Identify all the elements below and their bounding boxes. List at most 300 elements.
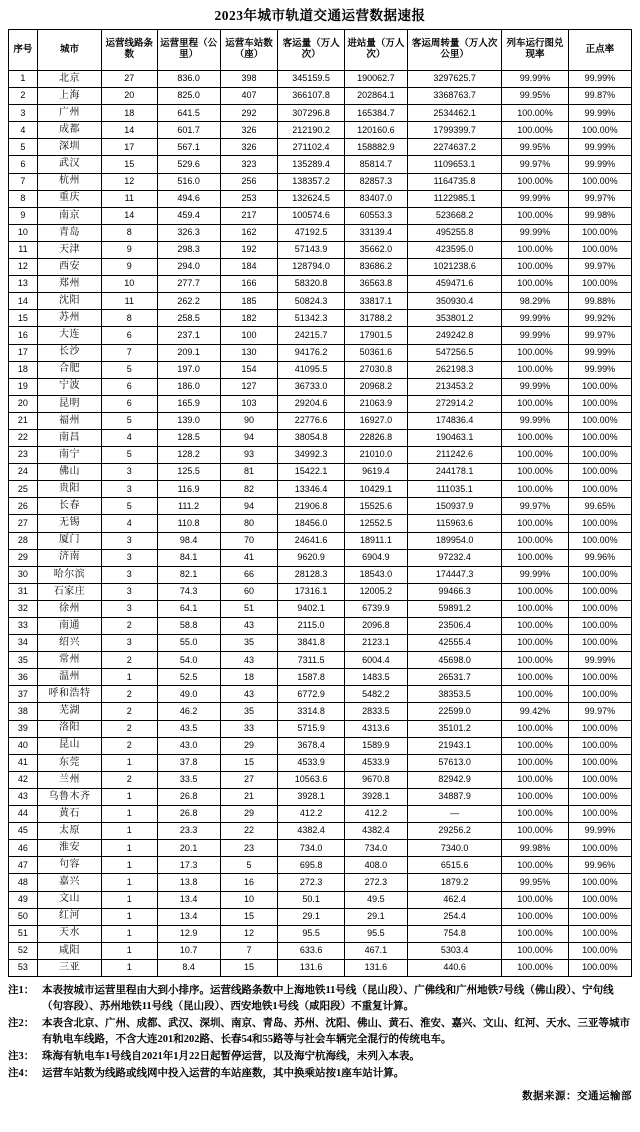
- cell-city: 太原: [37, 823, 101, 840]
- cell-punctuality: 100.00%: [568, 532, 631, 549]
- cell-stations: 182: [220, 310, 278, 327]
- cell-lines: 7: [102, 344, 157, 361]
- cell-schedule-fulfillment: 99.97%: [502, 498, 569, 515]
- cell-stations: 80: [220, 515, 278, 532]
- cell-lines: 6: [102, 378, 157, 395]
- cell-schedule-fulfillment: 100.00%: [502, 207, 569, 224]
- cell-punctuality: 100.00%: [568, 669, 631, 686]
- cell-mileage: 209.1: [157, 344, 220, 361]
- cell-stations: 154: [220, 361, 278, 378]
- cell-ridership: 100574.6: [278, 207, 345, 224]
- cell-ridership: 24641.6: [278, 532, 345, 549]
- table-row: [9, 618, 632, 635]
- cell-punctuality: 100.00%: [568, 788, 631, 805]
- cell-stations: 29: [220, 737, 278, 754]
- cell-passenger-km: 174836.4: [408, 412, 502, 429]
- cell-stations: 166: [220, 276, 278, 293]
- cell-entries: 190062.7: [344, 71, 407, 88]
- cell-ridership: 5715.9: [278, 720, 345, 737]
- cell-city: 广州: [37, 105, 101, 122]
- cell-entries: 12005.2: [344, 583, 407, 600]
- cell-stations: 94: [220, 498, 278, 515]
- cell-schedule-fulfillment: 99.95%: [502, 139, 569, 156]
- cell-entries: 6739.9: [344, 600, 407, 617]
- table-row: [9, 327, 632, 344]
- cell-index: 43: [9, 788, 38, 805]
- cell-city: 武汉: [37, 156, 101, 173]
- cell-index: 45: [9, 823, 38, 840]
- cell-mileage: 326.3: [157, 224, 220, 241]
- cell-schedule-fulfillment: 99.42%: [502, 703, 569, 720]
- cell-city: 天津: [37, 241, 101, 258]
- table-header-row: [9, 30, 632, 71]
- col-punctuality: 正点率: [568, 30, 631, 71]
- cell-ridership: 95.5: [278, 925, 345, 942]
- cell-punctuality: 100.00%: [568, 891, 631, 908]
- cell-ridership: 307296.8: [278, 105, 345, 122]
- cell-schedule-fulfillment: 100.00%: [502, 652, 569, 669]
- cell-ridership: 36733.0: [278, 378, 345, 395]
- cell-city: 嘉兴: [37, 874, 101, 891]
- cell-city: 乌鲁木齐: [37, 788, 101, 805]
- cell-stations: 12: [220, 925, 278, 942]
- cell-index: 10: [9, 224, 38, 241]
- cell-mileage: 58.8: [157, 618, 220, 635]
- cell-index: 9: [9, 207, 38, 224]
- cell-lines: 3: [102, 464, 157, 481]
- cell-lines: 1: [102, 959, 157, 976]
- cell-schedule-fulfillment: 100.00%: [502, 908, 569, 925]
- cell-stations: 27: [220, 771, 278, 788]
- cell-ridership: 1587.8: [278, 669, 345, 686]
- cell-mileage: 26.8: [157, 788, 220, 805]
- cell-passenger-km: 34887.9: [408, 788, 502, 805]
- cell-city: 句容: [37, 857, 101, 874]
- cell-schedule-fulfillment: 100.00%: [502, 959, 569, 976]
- cell-entries: 49.5: [344, 891, 407, 908]
- cell-city: 红河: [37, 908, 101, 925]
- cell-lines: 1: [102, 891, 157, 908]
- cell-city: 哈尔滨: [37, 566, 101, 583]
- cell-passenger-km: 42555.4: [408, 635, 502, 652]
- cell-stations: 33: [220, 720, 278, 737]
- cell-punctuality: 100.00%: [568, 447, 631, 464]
- table-row: [9, 788, 632, 805]
- cell-schedule-fulfillment: 100.00%: [502, 105, 569, 122]
- cell-lines: 4: [102, 515, 157, 532]
- cell-city: 温州: [37, 669, 101, 686]
- cell-entries: 1589.9: [344, 737, 407, 754]
- cell-city: 常州: [37, 652, 101, 669]
- cell-ridership: 3928.1: [278, 788, 345, 805]
- cell-passenger-km: 462.4: [408, 891, 502, 908]
- cell-stations: 43: [220, 618, 278, 635]
- cell-index: 48: [9, 874, 38, 891]
- table-row: [9, 395, 632, 412]
- table-row: [9, 549, 632, 566]
- cell-stations: 23: [220, 840, 278, 857]
- cell-stations: 15: [220, 754, 278, 771]
- cell-index: 3: [9, 105, 38, 122]
- col-stations: 运营车站数（座）: [220, 30, 278, 71]
- cell-mileage: 74.3: [157, 583, 220, 600]
- cell-passenger-km: 754.8: [408, 925, 502, 942]
- cell-index: 51: [9, 925, 38, 942]
- cell-mileage: 52.5: [157, 669, 220, 686]
- table-row: [9, 823, 632, 840]
- cell-index: 39: [9, 720, 38, 737]
- cell-punctuality: 100.00%: [568, 515, 631, 532]
- cell-index: 8: [9, 190, 38, 207]
- cell-punctuality: 100.00%: [568, 378, 631, 395]
- table-row: [9, 566, 632, 583]
- cell-passenger-km: 3297625.7: [408, 71, 502, 88]
- cell-schedule-fulfillment: 99.95%: [502, 88, 569, 105]
- cell-index: 21: [9, 412, 38, 429]
- cell-punctuality: 100.00%: [568, 771, 631, 788]
- cell-schedule-fulfillment: 100.00%: [502, 481, 569, 498]
- cell-index: 16: [9, 327, 38, 344]
- table-row: [9, 891, 632, 908]
- cell-ridership: 7311.5: [278, 652, 345, 669]
- note-label: 注4：: [8, 1067, 35, 1079]
- note-item: [8, 1066, 632, 1082]
- cell-stations: 100: [220, 327, 278, 344]
- cell-city: 南宁: [37, 447, 101, 464]
- cell-ridership: 41095.5: [278, 361, 345, 378]
- table-row: [9, 139, 632, 156]
- cell-stations: 162: [220, 224, 278, 241]
- cell-entries: 20968.2: [344, 378, 407, 395]
- cell-mileage: 262.2: [157, 293, 220, 310]
- cell-punctuality: 100.00%: [568, 737, 631, 754]
- cell-city: 东莞: [37, 754, 101, 771]
- cell-index: 4: [9, 122, 38, 139]
- cell-schedule-fulfillment: 100.00%: [502, 583, 569, 600]
- cell-punctuality: 100.00%: [568, 600, 631, 617]
- cell-punctuality: 100.00%: [568, 224, 631, 241]
- cell-schedule-fulfillment: 100.00%: [502, 532, 569, 549]
- cell-index: 1: [9, 71, 38, 88]
- note-text: 本表按城市运营里程由大到小排序。运营线路条数中上海地铁11号线（昆山段）、广佛线和广州地铁7号线（佛山段）、宁句线（句容段）、苏州地铁11号线（昆山段）、西安地铁1号线（咸阳段）不重复计算。: [42, 984, 614, 1012]
- cell-mileage: 37.8: [157, 754, 220, 771]
- cell-punctuality: 99.97%: [568, 327, 631, 344]
- cell-city: 重庆: [37, 190, 101, 207]
- table-row: [9, 429, 632, 446]
- cell-entries: 31788.2: [344, 310, 407, 327]
- cell-city: 青岛: [37, 224, 101, 241]
- col-lines: 运营线路条数: [102, 30, 157, 71]
- cell-city: 沈阳: [37, 293, 101, 310]
- table-row: [9, 71, 632, 88]
- cell-mileage: 43.5: [157, 720, 220, 737]
- cell-entries: 33817.1: [344, 293, 407, 310]
- cell-punctuality: 99.99%: [568, 361, 631, 378]
- cell-ridership: 10563.6: [278, 771, 345, 788]
- table-header: [9, 30, 632, 71]
- cell-index: 18: [9, 361, 38, 378]
- cell-mileage: 294.0: [157, 259, 220, 276]
- table-row: [9, 156, 632, 173]
- cell-lines: 2: [102, 737, 157, 754]
- cell-passenger-km: 1799399.7: [408, 122, 502, 139]
- cell-city: 大连: [37, 327, 101, 344]
- cell-schedule-fulfillment: 99.99%: [502, 566, 569, 583]
- cell-entries: 83407.0: [344, 190, 407, 207]
- cell-schedule-fulfillment: 100.00%: [502, 515, 569, 532]
- cell-lines: 10: [102, 276, 157, 293]
- cell-lines: 6: [102, 395, 157, 412]
- cell-city: 上海: [37, 88, 101, 105]
- cell-mileage: 567.1: [157, 139, 220, 156]
- cell-entries: 9619.4: [344, 464, 407, 481]
- cell-entries: 60553.3: [344, 207, 407, 224]
- cell-lines: 1: [102, 908, 157, 925]
- cell-schedule-fulfillment: 100.00%: [502, 925, 569, 942]
- table-row: [9, 241, 632, 258]
- cell-entries: 18543.0: [344, 566, 407, 583]
- cell-schedule-fulfillment: 100.00%: [502, 395, 569, 412]
- table-row: [9, 806, 632, 823]
- cell-passenger-km: 495255.8: [408, 224, 502, 241]
- cell-index: 6: [9, 156, 38, 173]
- cell-passenger-km: 2274637.2: [408, 139, 502, 156]
- cell-entries: 95.5: [344, 925, 407, 942]
- cell-schedule-fulfillment: 100.00%: [502, 447, 569, 464]
- cell-schedule-fulfillment: 100.00%: [502, 754, 569, 771]
- cell-index: 11: [9, 241, 38, 258]
- table-row: [9, 344, 632, 361]
- cell-schedule-fulfillment: 100.00%: [502, 823, 569, 840]
- cell-city: 宁波: [37, 378, 101, 395]
- cell-punctuality: 99.96%: [568, 549, 631, 566]
- cell-index: 7: [9, 173, 38, 190]
- cell-passenger-km: 5303.4: [408, 942, 502, 959]
- cell-entries: 4313.6: [344, 720, 407, 737]
- cell-stations: 51: [220, 600, 278, 617]
- cell-lines: 2: [102, 618, 157, 635]
- col-index: 序号: [9, 30, 38, 71]
- cell-city: 佛山: [37, 464, 101, 481]
- cell-stations: 82: [220, 481, 278, 498]
- cell-index: 35: [9, 652, 38, 669]
- cell-ridership: 6772.9: [278, 686, 345, 703]
- cell-punctuality: 99.99%: [568, 156, 631, 173]
- cell-mileage: 98.4: [157, 532, 220, 549]
- cell-stations: 43: [220, 686, 278, 703]
- cell-passenger-km: 3368763.7: [408, 88, 502, 105]
- cell-mileage: 55.0: [157, 635, 220, 652]
- cell-schedule-fulfillment: 100.00%: [502, 361, 569, 378]
- cell-ridership: 135289.4: [278, 156, 345, 173]
- cell-stations: 81: [220, 464, 278, 481]
- cell-stations: 15: [220, 959, 278, 976]
- cell-passenger-km: 115963.6: [408, 515, 502, 532]
- cell-punctuality: 99.99%: [568, 344, 631, 361]
- cell-city: 厦门: [37, 532, 101, 549]
- cell-lines: 12: [102, 173, 157, 190]
- cell-mileage: 125.5: [157, 464, 220, 481]
- cell-lines: 1: [102, 788, 157, 805]
- cell-lines: 5: [102, 412, 157, 429]
- cell-entries: 50361.6: [344, 344, 407, 361]
- cell-mileage: 186.0: [157, 378, 220, 395]
- cell-lines: 14: [102, 122, 157, 139]
- cell-entries: 29.1: [344, 908, 407, 925]
- cell-mileage: 641.5: [157, 105, 220, 122]
- table-row: [9, 412, 632, 429]
- cell-punctuality: 100.00%: [568, 806, 631, 823]
- note-item: [8, 1049, 632, 1065]
- table-row: [9, 190, 632, 207]
- cell-entries: 120160.6: [344, 122, 407, 139]
- cell-punctuality: 100.00%: [568, 122, 631, 139]
- cell-schedule-fulfillment: 100.00%: [502, 122, 569, 139]
- cell-passenger-km: 99466.3: [408, 583, 502, 600]
- metro-operations-table: [8, 29, 632, 977]
- cell-punctuality: 99.92%: [568, 310, 631, 327]
- cell-ridership: 21906.8: [278, 498, 345, 515]
- cell-ridership: 3678.4: [278, 737, 345, 754]
- note-item: [8, 983, 632, 1015]
- cell-mileage: 601.7: [157, 122, 220, 139]
- note-text: 本表含北京、广州、成都、武汉、深圳、南京、青岛、苏州、沈阳、佛山、黄石、淮安、嘉兴、文山、红河、天水、三亚等城市有轨电车线路，不含大连201和202路、长春54和55路等与社会车辆完全混行的传统电车。: [42, 1017, 630, 1045]
- cell-schedule-fulfillment: 100.00%: [502, 549, 569, 566]
- table-row: [9, 771, 632, 788]
- cell-punctuality: 100.00%: [568, 481, 631, 498]
- cell-schedule-fulfillment: 99.97%: [502, 156, 569, 173]
- cell-mileage: 459.4: [157, 207, 220, 224]
- table-row: [9, 908, 632, 925]
- cell-stations: 21: [220, 788, 278, 805]
- cell-city: 北京: [37, 71, 101, 88]
- cell-city: 徐州: [37, 600, 101, 617]
- cell-index: 29: [9, 549, 38, 566]
- cell-entries: 15525.6: [344, 498, 407, 515]
- cell-index: 31: [9, 583, 38, 600]
- cell-stations: 253: [220, 190, 278, 207]
- cell-ridership: 22776.6: [278, 412, 345, 429]
- cell-stations: 217: [220, 207, 278, 224]
- cell-ridership: 29.1: [278, 908, 345, 925]
- cell-ridership: 412.2: [278, 806, 345, 823]
- cell-mileage: 116.9: [157, 481, 220, 498]
- cell-lines: 5: [102, 361, 157, 378]
- table-row: [9, 259, 632, 276]
- cell-ridership: 34992.3: [278, 447, 345, 464]
- cell-passenger-km: 262198.3: [408, 361, 502, 378]
- table-row: [9, 105, 632, 122]
- cell-city: 杭州: [37, 173, 101, 190]
- cell-ridership: 734.0: [278, 840, 345, 857]
- table-row: [9, 925, 632, 942]
- cell-passenger-km: 1164735.8: [408, 173, 502, 190]
- cell-mileage: 54.0: [157, 652, 220, 669]
- cell-index: 32: [9, 600, 38, 617]
- cell-passenger-km: 7340.0: [408, 840, 502, 857]
- cell-punctuality: 99.88%: [568, 293, 631, 310]
- cell-ridership: 271102.4: [278, 139, 345, 156]
- cell-lines: 2: [102, 703, 157, 720]
- cell-punctuality: 100.00%: [568, 429, 631, 446]
- cell-index: 22: [9, 429, 38, 446]
- cell-entries: 3928.1: [344, 788, 407, 805]
- cell-schedule-fulfillment: 100.00%: [502, 891, 569, 908]
- table-row: [9, 754, 632, 771]
- cell-entries: 82857.3: [344, 173, 407, 190]
- cell-index: 25: [9, 481, 38, 498]
- cell-ridership: 366107.8: [278, 88, 345, 105]
- cell-punctuality: 99.99%: [568, 652, 631, 669]
- cell-schedule-fulfillment: 100.00%: [502, 464, 569, 481]
- cell-punctuality: 100.00%: [568, 566, 631, 583]
- cell-punctuality: 99.98%: [568, 207, 631, 224]
- cell-punctuality: 100.00%: [568, 874, 631, 891]
- cell-stations: 16: [220, 874, 278, 891]
- cell-index: 49: [9, 891, 38, 908]
- table-row: [9, 635, 632, 652]
- cell-city: 长春: [37, 498, 101, 515]
- cell-city: 石家庄: [37, 583, 101, 600]
- cell-entries: 22826.8: [344, 429, 407, 446]
- cell-stations: 18: [220, 669, 278, 686]
- cell-city: 兰州: [37, 771, 101, 788]
- cell-punctuality: 100.00%: [568, 464, 631, 481]
- note-text: 运营车站数为线路或线网中投入运营的车站座数，其中换乘站按1座车站计算。: [42, 1067, 405, 1079]
- cell-schedule-fulfillment: 100.00%: [502, 600, 569, 617]
- cell-punctuality: 99.97%: [568, 259, 631, 276]
- cell-passenger-km: 97232.4: [408, 549, 502, 566]
- cell-ridership: 131.6: [278, 959, 345, 976]
- cell-stations: 5: [220, 857, 278, 874]
- cell-index: 24: [9, 464, 38, 481]
- cell-entries: 83686.2: [344, 259, 407, 276]
- cell-ridership: 138357.2: [278, 173, 345, 190]
- page-title: 2023年城市轨道交通运营数据速报: [214, 8, 426, 23]
- cell-entries: 6904.9: [344, 549, 407, 566]
- cell-lines: 9: [102, 259, 157, 276]
- cell-lines: 11: [102, 190, 157, 207]
- cell-ridership: 58320.8: [278, 276, 345, 293]
- col-city: 城市: [37, 30, 101, 71]
- cell-ridership: 18456.0: [278, 515, 345, 532]
- cell-ridership: 4533.9: [278, 754, 345, 771]
- cell-index: 38: [9, 703, 38, 720]
- cell-punctuality: 100.00%: [568, 173, 631, 190]
- cell-index: 40: [9, 737, 38, 754]
- cell-index: 42: [9, 771, 38, 788]
- cell-city: 成都: [37, 122, 101, 139]
- table-row: [9, 122, 632, 139]
- cell-mileage: 84.1: [157, 549, 220, 566]
- col-ridership: 客运量（万人次）: [278, 30, 345, 71]
- cell-passenger-km: 150937.9: [408, 498, 502, 515]
- cell-lines: 8: [102, 224, 157, 241]
- cell-punctuality: 99.99%: [568, 71, 631, 88]
- cell-city: 南昌: [37, 429, 101, 446]
- cell-city: 呼和浩特: [37, 686, 101, 703]
- cell-mileage: 43.0: [157, 737, 220, 754]
- cell-schedule-fulfillment: 100.00%: [502, 173, 569, 190]
- cell-mileage: 237.1: [157, 327, 220, 344]
- cell-passenger-km: 22599.0: [408, 703, 502, 720]
- cell-passenger-km: 29256.2: [408, 823, 502, 840]
- cell-lines: 8: [102, 310, 157, 327]
- cell-passenger-km: 82942.9: [408, 771, 502, 788]
- cell-punctuality: 100.00%: [568, 618, 631, 635]
- cell-punctuality: 100.00%: [568, 840, 631, 857]
- cell-city: 黄石: [37, 806, 101, 823]
